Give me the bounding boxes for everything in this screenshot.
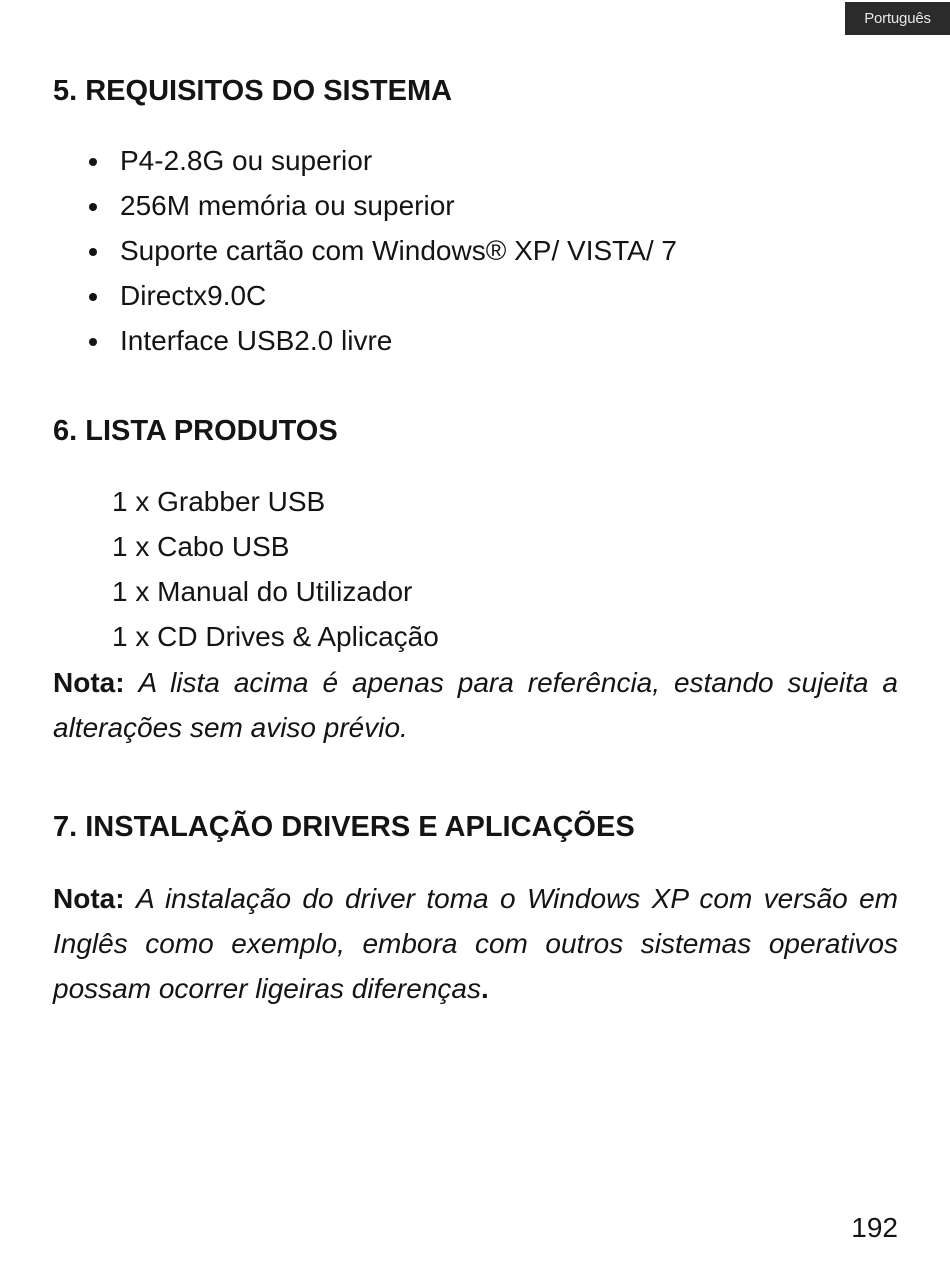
products-note (53, 660, 898, 750)
product-list (112, 482, 439, 662)
list-item (0, 277, 677, 322)
list-item-text: Suporte cartão com Windows® XP/ VISTA/ 7 (120, 235, 677, 266)
list-item (0, 322, 677, 367)
section-heading-products: 6. LISTA PRODUTOS (53, 415, 338, 447)
list-item-text: P4-2.8G ou superior (120, 145, 373, 176)
note-text: A instalação do driver toma o Windows XP com versão em Inglês como exemplo, embora com outros sistemas operativos possam ocorrer ligeiras diferenças (53, 883, 898, 1004)
bullet-icon (89, 248, 97, 256)
bullet-icon (89, 203, 97, 211)
installation-note (53, 876, 898, 1011)
list-item-text: Interface USB2.0 livre (120, 325, 393, 356)
list-item-text: 256M memória ou superior (120, 190, 455, 221)
bullet-icon (89, 158, 97, 166)
list-item: 1 x Cabo USB (112, 531, 290, 562)
list-item-text: Directx9.0C (120, 280, 267, 311)
list-item (0, 142, 677, 187)
requirements-list (0, 142, 677, 367)
bullet-icon (89, 338, 97, 346)
list-item: 1 x CD Drives & Aplicação (112, 621, 439, 652)
list-item: 1 x Manual do Utilizador (112, 576, 413, 607)
language-tab: Português (845, 2, 950, 35)
list-item: 1 x Grabber USB (112, 486, 326, 517)
note-label: Nota: (53, 883, 125, 914)
section-heading-requirements: 5. REQUISITOS DO SISTEMA (53, 75, 453, 107)
section-heading-installation: 7. INSTALAÇÃO DRIVERS E APLICAÇÕES (53, 811, 635, 843)
list-item (0, 187, 677, 232)
note-label: Nota: (53, 667, 125, 698)
page-number: 192 (851, 1212, 898, 1243)
note-end: . (480, 973, 489, 1004)
list-item (0, 232, 677, 277)
note-text: A lista acima é apenas para referência, estando sujeita a alterações sem aviso prévio. (53, 667, 899, 743)
bullet-icon (89, 293, 97, 301)
